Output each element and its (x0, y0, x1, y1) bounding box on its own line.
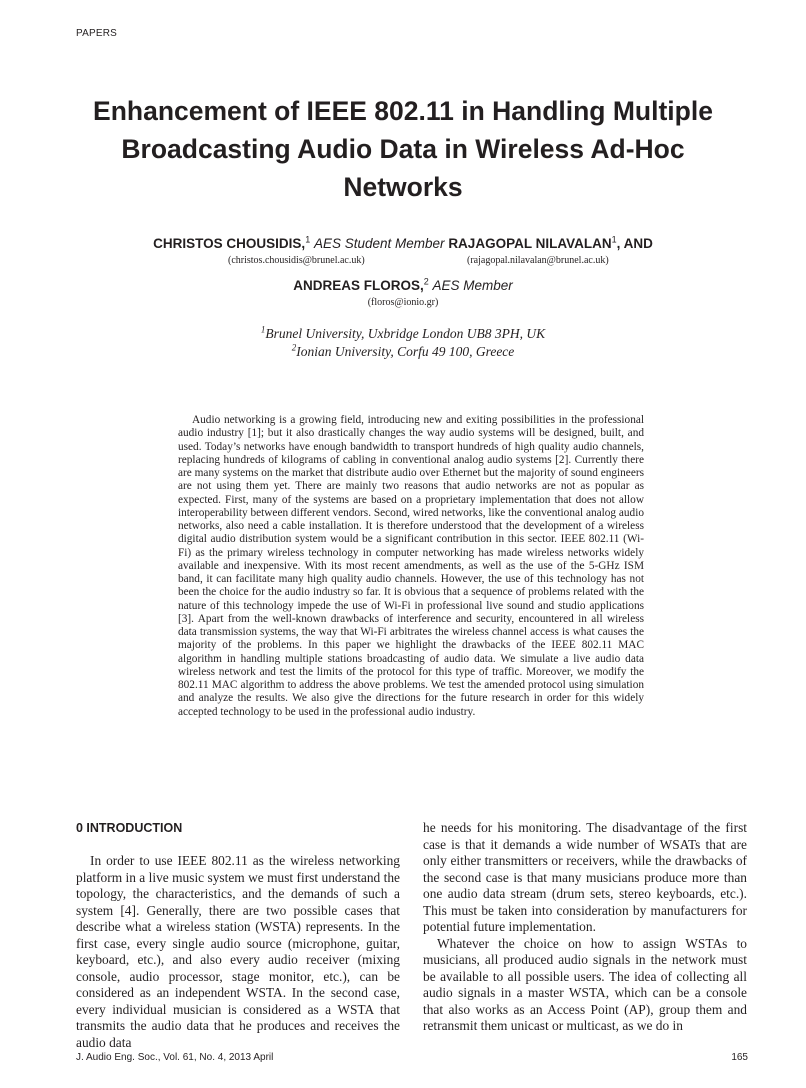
running-header: PAPERS (76, 28, 118, 39)
author-conjunction: , AND (616, 236, 653, 251)
affiliation-mark: 2 (291, 342, 297, 353)
body-paragraph: he needs for his monitoring. The disadvantage of the first case is that it demands a wide number of WSATs that are only either transmitters or receivers, while the drawbacks of the second case is that many musicians produce more than one audio data stream (drum sets, stereo keyboards, etc.). This must be taken into consideration by manufacturers for potential future implementation. (423, 820, 747, 934)
affiliation-text: Ionian University, Corfu 49 100, Greece (296, 344, 515, 359)
footer-citation: J. Audio Eng. Soc., Vol. 61, No. 4, 2013 April (76, 1052, 274, 1063)
body-paragraph: In order to use IEEE 802.11 as the wireless networking platform in a live music system we must first understand the topology, the characteristics, and the demands of such a system [4]. Generally, there are two possible cases that describe what a wireless station (WSTA) represents. In the first case, every single audio source (microphone, guitar, keyboard, etc.), and also every audio receiver (mixing console, audio processor, stage monitor, etc.), can be considered as an independent WSTA. In the second case, every individual musician is considered as a WSTA that transmits the audio data that he produces and receives the audio data (76, 853, 400, 1050)
paper-title: Enhancement of IEEE 802.11 in Handling Multiple Broadcasting Audio Data in Wireless Ad-Hoc Networks (93, 96, 713, 202)
author-line-2 (60, 278, 746, 293)
author-name: CHRISTOS CHOUSIDIS, (153, 236, 306, 251)
body-paragraph: Whatever the choice on how to assign WSTAs to musicians, all produced audio signals in the network must be available to all possible users. The idea of collecting all audio signals in a master WSTA, which can be a console that also works as an Access Point (AP), group them and retransmit them unicast or multicast, as we do in (423, 935, 747, 1033)
author-role: AES Student Member (313, 236, 445, 251)
author-affiliation-mark: 1 (611, 234, 617, 245)
body-column-left (76, 820, 400, 1051)
abstract: Audio networking is a growing field, introducing new and exiting possibilities in the professional audio industry [1]; but it also drastically changes the way audio systems will be designed, built, and used. Today’s networks have enough bandwidth to transport hundreds of high quality audio channels, replacing hundreds of kilograms of cabling in conventional analog audio systems [2]. Currently there are many systems on the market that distribute audio over Ethernet but the majority of sound engineers are not using them yet. There are mainly two reasons that audio networks are not as popular as expected. First, many of the systems are based on a proprietary implementation that does not allow interoperability between different vendors. Second, wired networks, like the conventional analog audio networks, also need a cable installation. It is therefore understood that the development of a wireless digital audio distribution system would be a significant contribution in this sector. IEEE 802.11 (Wi-Fi) as the primary wireless technology in computer networking has made wireless networks widely available and inexpensive. With its most recent amendments, as well as the use of the 5-GHz ISM band, it can facilitate many high quality audio channels. However, the use of this technology has not been the choice for the audio industry so far. It is obvious that a sequence of problems related with the nature of this technology impede the use of Wi-Fi in professional live sound and studio applications [3]. Apart from the well-known drawbacks of interference and security, encountered in all wireless data transmission systems, the way that Wi-Fi arbitrates the wireless channel access is what causes the majority of the problems. In this paper we highlight the drawbacks of the IEEE 802.11 MAC algorithm in handling multiple stations broadcasting of audio data. We simulate a live audio data wireless network and test the limits of the protocol for this type of traffic. Moreover, we modify the 802.11 MAC algorithm to address the above problems. We test the amended protocol using simulation and analyze the results. We also give the directions for the future research in order for this widely accepted technology to be used in the professional audio industry. (178, 414, 644, 718)
author-email: (floros@ionio.gr) (367, 297, 439, 308)
author-email: (rajagopal.nilavalan@brunel.ac.uk) (467, 255, 609, 266)
author-name: ANDREAS FLOROS, (293, 278, 424, 293)
affiliation-mark: 1 (260, 324, 266, 335)
author-name: RAJAGOPAL NILAVALAN (448, 236, 612, 251)
author-line-1 (60, 236, 746, 251)
page-number: 165 (731, 1052, 748, 1063)
author-affiliation-mark: 2 (423, 276, 429, 287)
author-email: (christos.chousidis@brunel.ac.uk) (228, 255, 365, 266)
affiliation-text: Brunel University, Uxbridge London UB8 3PH, UK (265, 326, 546, 341)
body-column-right (423, 820, 747, 1035)
author-role: AES Member (432, 278, 513, 293)
section-heading: 0 INTRODUCTION (76, 821, 183, 835)
author-affiliation-mark: 1 (305, 234, 311, 245)
affiliation (60, 326, 746, 342)
affiliation (60, 344, 746, 360)
